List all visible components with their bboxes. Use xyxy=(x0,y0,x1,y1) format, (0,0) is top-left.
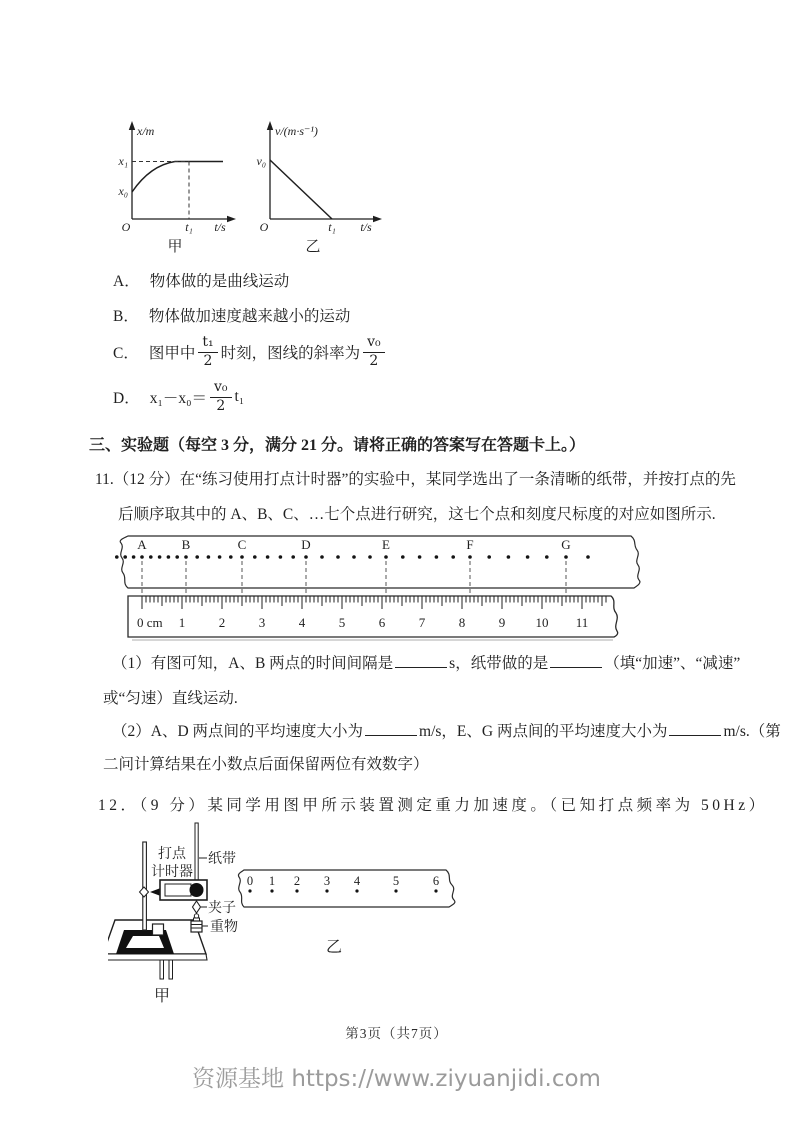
result-tape-number: 0 xyxy=(246,874,254,888)
timing-dot xyxy=(218,555,222,559)
ruler-number: 2 xyxy=(218,615,226,630)
stand-rod xyxy=(143,842,147,930)
answer-blank-time-interval xyxy=(395,652,447,668)
result-tape-dot xyxy=(295,889,298,892)
timing-dot xyxy=(240,555,244,559)
timing-dot xyxy=(291,555,295,559)
timing-dot xyxy=(526,555,530,559)
section-heading: 三、实验题（每空 3 分，满分 21 分。请将正确的答案写在答题卡上。） xyxy=(89,437,586,454)
counting-point-label: B xyxy=(181,537,191,552)
timing-dot xyxy=(149,555,153,559)
graph-jia-caption: 甲 xyxy=(167,239,183,255)
timing-dot xyxy=(158,555,162,559)
timing-dot xyxy=(401,555,405,559)
option-b-text: 物体做加速度越来越小的运动 xyxy=(148,308,351,325)
y-axis-arrow xyxy=(267,121,273,130)
option-a-text: 物体做的是曲线运动 xyxy=(149,273,290,290)
timing-dot xyxy=(175,555,179,559)
timing-dot xyxy=(279,555,283,559)
result-tape-number: 2 xyxy=(293,874,301,888)
x0-tick-label: x₀ xyxy=(118,184,128,198)
option-c-label: C． xyxy=(113,345,139,362)
timing-dot xyxy=(451,555,455,559)
option-a-label: A． xyxy=(113,273,140,290)
v-t-line xyxy=(270,160,332,219)
graph-yi xyxy=(243,116,391,256)
timing-dot xyxy=(468,555,472,559)
timing-dot xyxy=(123,555,127,559)
y-axis-arrow xyxy=(129,121,135,130)
timing-dot xyxy=(253,555,257,559)
ruler-number: 7 xyxy=(418,615,426,630)
origin-label: O xyxy=(121,220,131,234)
result-tape-dot xyxy=(394,889,397,892)
ruler-number: 3 xyxy=(258,615,266,630)
counting-point-label: E xyxy=(382,537,390,552)
ruler-number: 10 xyxy=(535,615,549,630)
result-tape-dot xyxy=(434,889,437,892)
x-axis-arrow xyxy=(373,216,382,222)
result-tape-dot xyxy=(248,889,251,892)
x-axis-label: t/s xyxy=(214,220,226,234)
y-axis-label: x/m xyxy=(137,124,155,138)
y-axis-label: v/(m·s⁻¹) xyxy=(275,124,318,138)
origin-label: O xyxy=(259,220,269,234)
q11-part1-line1: （1）有图可知，A、B 两点的时间间隔是 s，纸带做的是 （填“加速”、“减速” xyxy=(112,651,740,673)
timing-dot xyxy=(586,555,590,559)
timing-dot xyxy=(384,555,388,559)
graph-yi-caption: 乙 xyxy=(305,239,321,255)
q11-part1-line2: 或“匀速）直线运动. xyxy=(103,690,238,707)
result-tape-number: 6 xyxy=(432,874,440,888)
x-t-curve xyxy=(132,162,223,193)
q11-line1: 11.（12 分）在“练习使用打点计时器”的实验中，某同学选出了一条清晰的纸带，并按打点的先 xyxy=(95,471,736,488)
timing-dot xyxy=(336,555,340,559)
q11-part2-line2: 二问计算结果在小数点后面保留两位有效数字） xyxy=(103,756,429,773)
option-c xyxy=(113,330,388,374)
v0-tick-label: v₀ xyxy=(256,154,266,168)
option-c-pre: 图甲中 xyxy=(148,345,196,362)
timing-dot xyxy=(229,555,233,559)
counting-point-label: C xyxy=(237,537,247,552)
timing-dot xyxy=(140,555,144,559)
q12-line: 12．（9 分）某同学用图甲所示装置测定重力加速度。（已知打点频率为 50Hz） xyxy=(98,797,768,814)
q11-part2-line1: （2）A、D 两点间的平均速度大小为 m/s，E、G 两点间的平均速度大小为 m/s.（第 xyxy=(112,719,781,741)
timing-dot xyxy=(545,555,549,559)
timing-dot xyxy=(207,555,211,559)
option-d-post: t₁ xyxy=(234,388,245,405)
result-tape-dot xyxy=(325,889,328,892)
timing-dot xyxy=(564,555,568,559)
option-c-mid: 时刻，图线的斜率为 xyxy=(220,345,361,362)
table-leg xyxy=(169,960,173,979)
result-tape-dot xyxy=(355,889,358,892)
answer-blank-motion-type xyxy=(550,652,602,668)
fraction-t1-over-2: $\frac{\text{t₁}}{2}$ xyxy=(198,335,217,369)
ruler-number: 5 xyxy=(338,615,346,630)
timing-dot xyxy=(184,555,188,559)
ruler-number: 0 cm xyxy=(137,615,163,630)
x1-tick-label: x₁ xyxy=(118,154,128,168)
timer-label-line2: 计时器 xyxy=(151,865,193,880)
weight-body xyxy=(191,921,202,932)
clip xyxy=(193,901,201,913)
t1-tick-label: t₁ xyxy=(185,220,193,234)
t1-tick-label: t₁ xyxy=(328,220,336,234)
option-b-label: B． xyxy=(113,308,139,325)
answer-blank-avg-velocity-ad xyxy=(365,720,417,736)
tape-label: 纸带 xyxy=(208,852,236,867)
timing-dot xyxy=(115,555,119,559)
timing-dot xyxy=(167,555,171,559)
option-d-label: D． xyxy=(113,390,140,407)
tape-caption-yi: 乙 xyxy=(325,939,343,956)
x-axis-label: t/s xyxy=(360,220,372,234)
answer-blank-avg-velocity-eg xyxy=(669,720,721,736)
ruler-number: 1 xyxy=(178,615,186,630)
apparatus-caption-jia: 甲 xyxy=(153,988,171,1005)
timing-dot xyxy=(266,555,270,559)
option-d xyxy=(113,377,244,417)
counting-point-label: G xyxy=(561,537,571,552)
timing-dot xyxy=(320,555,324,559)
x-axis-arrow xyxy=(227,216,236,222)
fraction-v0-over-2: $\frac{\text{v₀}}{2}$ xyxy=(363,335,385,369)
timing-dot xyxy=(195,555,199,559)
timing-dot xyxy=(507,555,511,559)
timing-dot xyxy=(132,555,136,559)
dot-timer-window xyxy=(165,884,191,896)
clip-label: 夹子 xyxy=(208,901,236,916)
dot-timer-reel xyxy=(190,883,204,897)
ruler-number: 6 xyxy=(378,615,386,630)
timing-dot xyxy=(487,555,491,559)
timing-dot xyxy=(435,555,439,559)
timing-dot xyxy=(304,555,308,559)
ruler-number: 9 xyxy=(498,615,506,630)
timing-dot xyxy=(418,555,422,559)
result-tape-number: 3 xyxy=(323,874,331,888)
result-tape-dot xyxy=(270,889,273,892)
counting-point-label: A xyxy=(137,537,147,552)
vertical-paper-tape xyxy=(195,823,198,881)
q11-line2: 后顺序取其中的 A、B、C、…七个点进行研究，这七个点和刻度尺标度的对应如图所示. xyxy=(118,506,716,523)
ruler-number: 8 xyxy=(458,615,466,630)
apparatus-diagram xyxy=(108,818,473,1018)
stand-base-block xyxy=(153,924,164,935)
ruler-number: 4 xyxy=(298,615,306,630)
result-tape-number: 5 xyxy=(392,874,400,888)
timer-label-line1: 打点 xyxy=(158,847,186,862)
result-tape-number: 1 xyxy=(268,874,276,888)
option-b xyxy=(113,304,350,326)
ruler-number: 11 xyxy=(575,615,589,630)
timing-dot xyxy=(352,555,356,559)
table-leg xyxy=(160,960,164,979)
watermark: 资源基地 https://www.ziyuanjidi.com xyxy=(192,1066,601,1092)
weight-label: 重物 xyxy=(210,920,238,935)
timing-dot xyxy=(368,555,372,559)
clamp-knob xyxy=(140,887,149,897)
option-d-pre: x₁－x₀＝ xyxy=(149,390,208,407)
graph-jia xyxy=(103,116,241,256)
table-edge xyxy=(108,954,207,960)
counting-point-label: D xyxy=(301,537,311,552)
result-tape-number: 4 xyxy=(353,874,361,888)
tape-and-ruler-diagram xyxy=(110,528,658,646)
option-a xyxy=(113,269,289,291)
page-number: 第3页（共7页） xyxy=(345,1026,448,1041)
fraction-v0-over-2: $\frac{\text{v₀}}{2}$ xyxy=(210,380,232,414)
counting-point-label: F xyxy=(466,537,474,552)
